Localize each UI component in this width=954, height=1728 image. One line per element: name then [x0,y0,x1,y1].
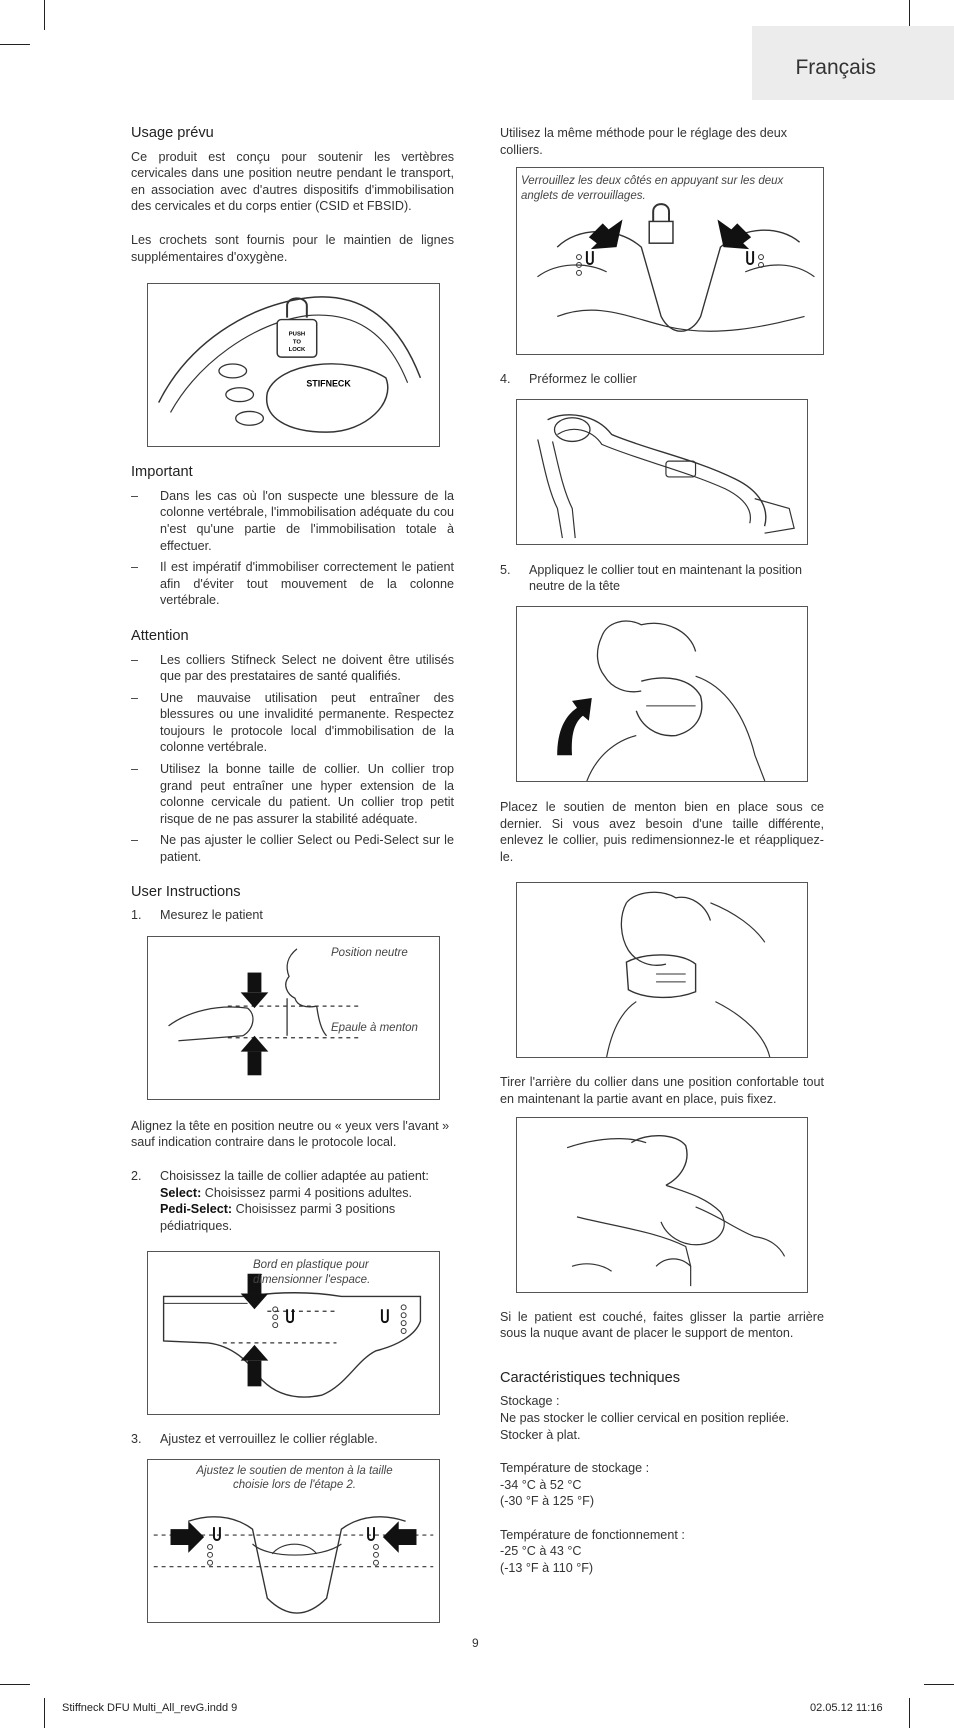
instructions-heading: User Instructions [131,883,241,900]
caption-lock-both: Verrouillez les deux côtés en appuyant sur les deux anglets de verrouillages. [521,175,784,202]
pull-back-text: Tirer l'arrière du collier dans une position confortable tout en maintenant la partie avant en place, puis fixez. [500,1075,824,1106]
storage-label: Stockage : [500,1394,560,1409]
important-item: – Dans les cas où l'on suspecte une blessure de la colonne vertébrale, l'immobilisation adéquate du cou n'est qu'une partie de l'immobilisation totale à effectuer. [131,488,454,554]
attention-item: – Une mauvaise utilisation peut entraîner des blessures ou une invalidité permanente. Respectez toujours le protocole local d'immobilisation de la colonne vertébrale. [131,690,454,756]
crop-mark [924,1684,954,1685]
right-column [500,125,824,1577]
lying-patient-text: Si le patient est couché, faites glisser la partie arrière sous la nuque avant de placer le support de menton. [500,1309,824,1341]
preform-illustration [517,400,807,544]
important-heading: Important [131,464,193,481]
pull-back-illustration [517,1118,807,1292]
sizing-figure [147,1251,440,1415]
svg-text:LOCK: LOCK [288,347,306,354]
important-item: – Il est impératif d'immobiliser correctement le patient afin d'éviter tout mouvement de la colonne vertébrale. [131,559,454,609]
measure-illustration [148,937,439,1099]
storage-temp-c: -34 °C à 52 °C [500,1477,582,1492]
attention-heading: Attention [131,627,189,644]
operating-temp-f: (-13 °F à 110 °F) [500,1561,594,1576]
chin-support-text: Placez le soutien de menton bien en place sous ce dernier. Si vous avez besoin d'une taille différente, enlevez le collier, puis redimensionnez-le et réappliquez-le. [500,799,824,864]
intended-use-text: Ce produit est conçu pour soutenir les vertèbres cervicales dans une position neutre pendant le transport, en association avec d'autres dispositifs d'immobilisation des cervicales et du corps entier (CSID et FBSID). [131,149,454,214]
footer-date: 02.05.12 11:16 [810,1702,883,1714]
svg-text:PUSH: PUSH [288,331,306,338]
collar-lock-figure [147,283,440,447]
crop-mark [0,44,30,45]
crop-mark [44,0,45,30]
caption-shoulder-chin: Epaule à menton [331,1021,418,1034]
step-5: 5. Appliquez le collier tout en maintenant la position neutre de la tête [500,562,803,594]
attention-item: – Utilisez la bonne taille de collier. Un collier trop grand peut entraîner une hyper extension de la colonne cervicale du patient. Un collier trop petit risque de ne pas assurer la stabilité adéquate. [131,761,454,827]
svg-text:TO: TO [292,339,302,346]
storage-line-1: Ne pas stocker le collier cervical en position repliée. [500,1410,790,1425]
lock-both-sides-figure [516,167,824,355]
storage-temp-f: (-30 °F à 125 °F) [500,1494,595,1509]
page-number: 9 [472,1636,479,1650]
step-2: 2. Choisissez la taille de collier adaptée au patient: Select: Choisissez parmi 4 positions adultes. Pedi-Select: Choisissez parmi 3 positions pédiatriques. [131,1169,429,1233]
same-method-text: Utilisez la même méthode pour le réglage des deux colliers. [500,126,788,157]
left-column [131,125,454,1623]
chin-support-figure [516,882,808,1058]
attention-item: – Ne pas ajuster le collier Select ou Pedi-Select sur le patient. [131,832,454,865]
caption-neutral-position: Position neutre [331,946,408,959]
footer-filename: Stiffneck DFU Multi_All_revG.indd 9 [62,1702,238,1714]
chin-support-illustration [517,883,807,1057]
apply-collar-figure [516,606,808,782]
operating-temp-c: -25 °C à 43 °C [500,1544,582,1559]
step-1: 1. Mesurez le patient [131,908,263,923]
measure-figure [147,936,440,1100]
adjust-lock-figure [147,1459,440,1623]
collar-lock-illustration [148,284,439,446]
storage-temp-label: Température de stockage : [500,1461,650,1476]
crop-mark [0,1684,30,1685]
attention-item: – Les colliers Stifneck Select ne doivent être utilisés que par des prestataires de santé qualifiés. [131,652,454,685]
step-3: 3. Ajustez et verrouillez le collier réglable. [131,1432,378,1447]
language-label: Français [795,56,876,79]
language-tab [752,26,954,100]
caption-chin-adjust: Ajustez le soutien de menton à la taille choisie lors de l'étape 2. [196,1464,393,1492]
svg-text:STIFNECK: STIFNECK [306,378,351,389]
step-4: 4. Préformez le collier [500,372,637,387]
operating-temp-label: Température de fonctionnement : [500,1527,685,1542]
apply-collar-illustration [517,607,807,781]
storage-line-2: Stocker à plat. [500,1427,581,1442]
hooks-text: Les crochets sont fournis pour le maintien de lignes supplémentaires d'oxygène. [131,232,454,264]
crop-mark [44,1698,45,1728]
pull-back-figure [516,1117,808,1293]
intended-use-heading: Usage prévu [131,125,214,141]
preform-figure [516,399,808,545]
align-text: Alignez la tête en position neutre ou « yeux vers l'avant » sauf indication contraire dans le protocole local. [131,1118,450,1150]
specs-heading: Caractéristiques techniques [500,1369,681,1386]
caption-plastic-edge: Bord en plastique pour dimensionner l'espace. [253,1259,371,1286]
crop-mark [909,1698,910,1728]
